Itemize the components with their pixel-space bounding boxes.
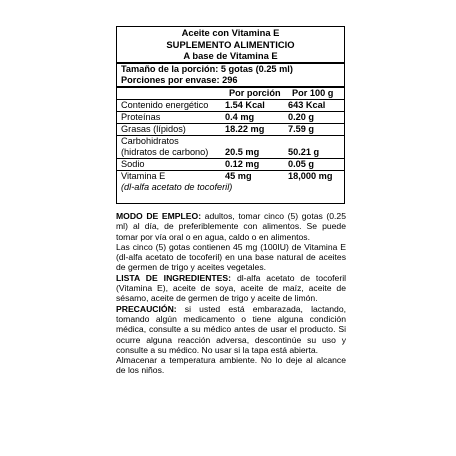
nutrient-per-100g: 0.05 g (288, 158, 315, 169)
storage-paragraph: Almacenar a temperatura ambiente. No lo deje al alcance de los niños. (116, 355, 346, 376)
col-header-per-100g: Por 100 g (292, 87, 334, 98)
nutrient-per-serving: 0.12 mg (225, 158, 260, 169)
nutrient-row (117, 100, 344, 111)
nutrient-row (117, 112, 344, 123)
nutrient-name: Grasas (lípidos) (121, 123, 186, 134)
ingredients-text: dl-alfa acetato de tocoferil (Vitamina E), aceite de soya, aceite de maíz, aceite de sésamo, aceite de germen de trigo y aceite de limón. (116, 272, 347, 304)
nutrient-per-100g: 50.21 g (288, 146, 320, 157)
nutrient-name: Contenido energético (121, 99, 209, 110)
dose-paragraph: Las cinco (5) gotas contienen 45 mg (100IU) de Vitamina E (dl-alfa acetato de tocoferil) en una base natural de aceites de germen de trigo y aceites vegetales. (116, 241, 346, 273)
precaution-paragraph (116, 304, 346, 355)
servings-row (117, 75, 344, 86)
nutrient-name: Proteínas (121, 111, 161, 122)
nutrient-row (117, 124, 344, 135)
vitamin-note-row (117, 182, 344, 193)
nutrient-per-serving: 18.22 mg (225, 123, 265, 134)
nutrient-name: Vitamina E (121, 170, 166, 181)
nutrient-name: Sodio (121, 158, 145, 169)
label-instructions (116, 211, 346, 376)
nutrient-name: Carbohidratos (121, 135, 179, 146)
usage-heading: MODO DE EMPLEO: (116, 211, 202, 221)
nutrient-per-100g: 0.20 g (288, 111, 315, 122)
nutrient-row (117, 159, 344, 170)
nutrient-per-serving: 1.54 Kcal (225, 99, 265, 110)
nutrient-row (117, 171, 344, 182)
panel-header (117, 27, 344, 62)
usage-text: adultos, tomar cinco (5) gotas (0.25 ml) al día, de preferiblemente con alimentos. Se puede tomar por vía oral o en agua, caldo o en alimentos. (116, 211, 346, 242)
nutrition-facts-panel (116, 26, 345, 204)
nutrient-per-serving: 20.5 mg (225, 146, 260, 157)
nutrient-per-serving: 45 mg (225, 170, 252, 181)
nutrient-per-100g: 7.59 g (288, 123, 315, 134)
column-header-row (117, 88, 344, 99)
ingredients-heading: LISTA DE INGREDIENTES: (116, 272, 232, 283)
usage-paragraph (116, 211, 346, 242)
product-name: Aceite con Vitamina E (181, 27, 280, 38)
nutrient-row (117, 147, 344, 158)
serving-size-row (117, 64, 344, 75)
col-header-per-serving: Por porción (229, 87, 281, 98)
nutrient-per-100g: 18,000 mg (288, 170, 333, 181)
serving-size: Tamaño de la porción: 5 gotas (0.25 ml) (121, 63, 293, 74)
nutrient-per-serving: 0.4 mg (225, 111, 255, 122)
ingredients-paragraph (116, 273, 346, 304)
product-category: SUPLEMENTO ALIMENTICIO (166, 38, 295, 50)
vitamin-note: (dl-alfa acetato de tocoferil) (121, 181, 233, 192)
nutrient-per-100g: 643 Kcal (288, 99, 326, 110)
servings-per-container: Porciones por envase: 296 (121, 74, 238, 85)
nutrient-row (117, 136, 344, 147)
precaution-heading: PRECAUCIÓN: (116, 303, 177, 314)
nutrient-name: (hidratos de carbono) (121, 146, 209, 157)
product-base: A base de Vitamina E (183, 50, 278, 61)
precaution-text: si usted está embarazada, lactando, tomando algún medicamento o tiene alguna condición médica, consulte a su médico antes de usar el producto. Si ocurre alguna reacción adversa, descontinúe su uso y consulte a su médico. No usar si la tapa está abierta. (116, 303, 346, 355)
